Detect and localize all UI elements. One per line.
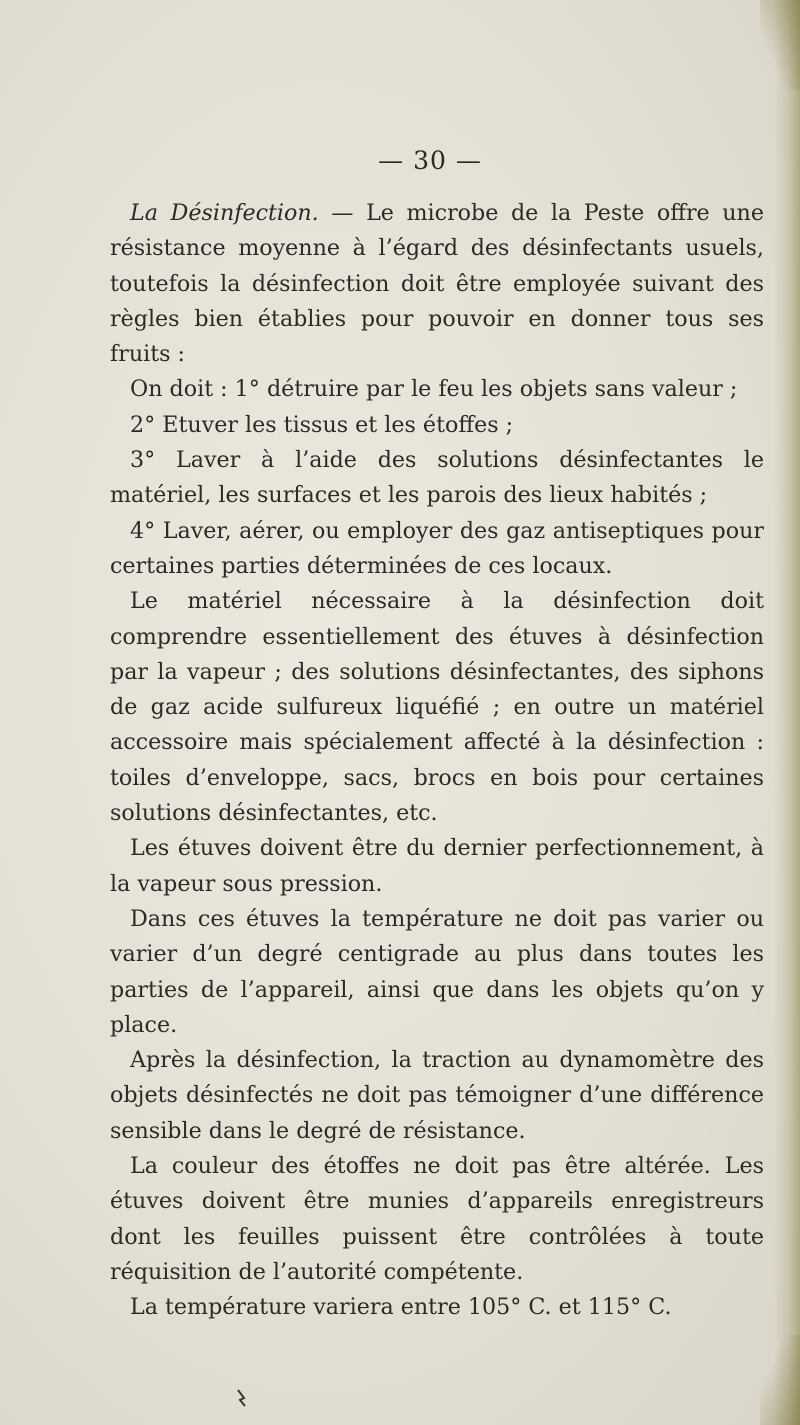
page-corner-stain-top: [760, 0, 800, 90]
paragraph-11: La température variera entre 105° C. et 115° C.: [130, 1294, 672, 1321]
paragraph-6: Le matériel nécessaire à la désinfection doit comprendre essentiellement des étuves à désinfection par la vapeur ; des solutions désinfectantes, des siphons de gaz acide sulfureux liquéfié ; en outre un matériel accessoire mais spécialement affecté à la désinfection : toiles d’enveloppe, sacs, brocs en bois pour certaines solutions désinfectantes, etc.: [110, 588, 764, 827]
paragraph-3: 2° Etuver les tissus et les étoffes ;: [130, 411, 514, 438]
page-number: — 30 —: [378, 146, 482, 175]
paragraph-5: 4° Laver, aérer, ou employer des gaz antiseptiques pour certaines parties déterminées de ces locaux.: [110, 517, 764, 579]
body-text: [110, 196, 764, 1326]
section-title: La Désinfection.: [130, 200, 319, 226]
paragraph-7: Les étuves doivent être du dernier perfectionnement, à la vapeur sous pression.: [110, 835, 764, 897]
paragraph-2: On doit : 1° détruire par le feu les objets sans valeur ;: [130, 376, 738, 403]
ink-speck-mark: [236, 1388, 248, 1408]
page-corner-stain-bottom: [760, 1335, 800, 1425]
paragraph-9: Après la désinfection, la traction au dynamomètre des objets désinfectés ne doit pas témoigner d’une différence sensible dans le degré de résistance.: [110, 1047, 764, 1144]
paragraph-1: [110, 196, 764, 372]
page-edge-shadow: [774, 0, 800, 1425]
paragraph-4: 3° Laver à l’aide des solutions désinfectantes le matériel, les surfaces et les parois des lieux habités ;: [110, 447, 764, 509]
paragraph-1-text: — Le microbe de la Peste offre une résistance moyenne à l’égard des désinfectants usuels, toutefois la désinfection doit être employée suivant des règles bien établies pour pouvoir en donner tous ses fruits :: [110, 200, 764, 368]
paragraph-10: La couleur des étoffes ne doit pas être altérée. Les étuves doivent être munies d’appareils enregistreurs dont les feuilles puissent être contrôlées à toute réquisition de l’autorité compétente.: [110, 1153, 764, 1285]
paragraph-8: Dans ces étuves la température ne doit pas varier ou varier d’un degré centigrade au plus dans toutes les parties de l’appareil, ainsi que dans les objets qu’on y place.: [110, 905, 764, 1038]
